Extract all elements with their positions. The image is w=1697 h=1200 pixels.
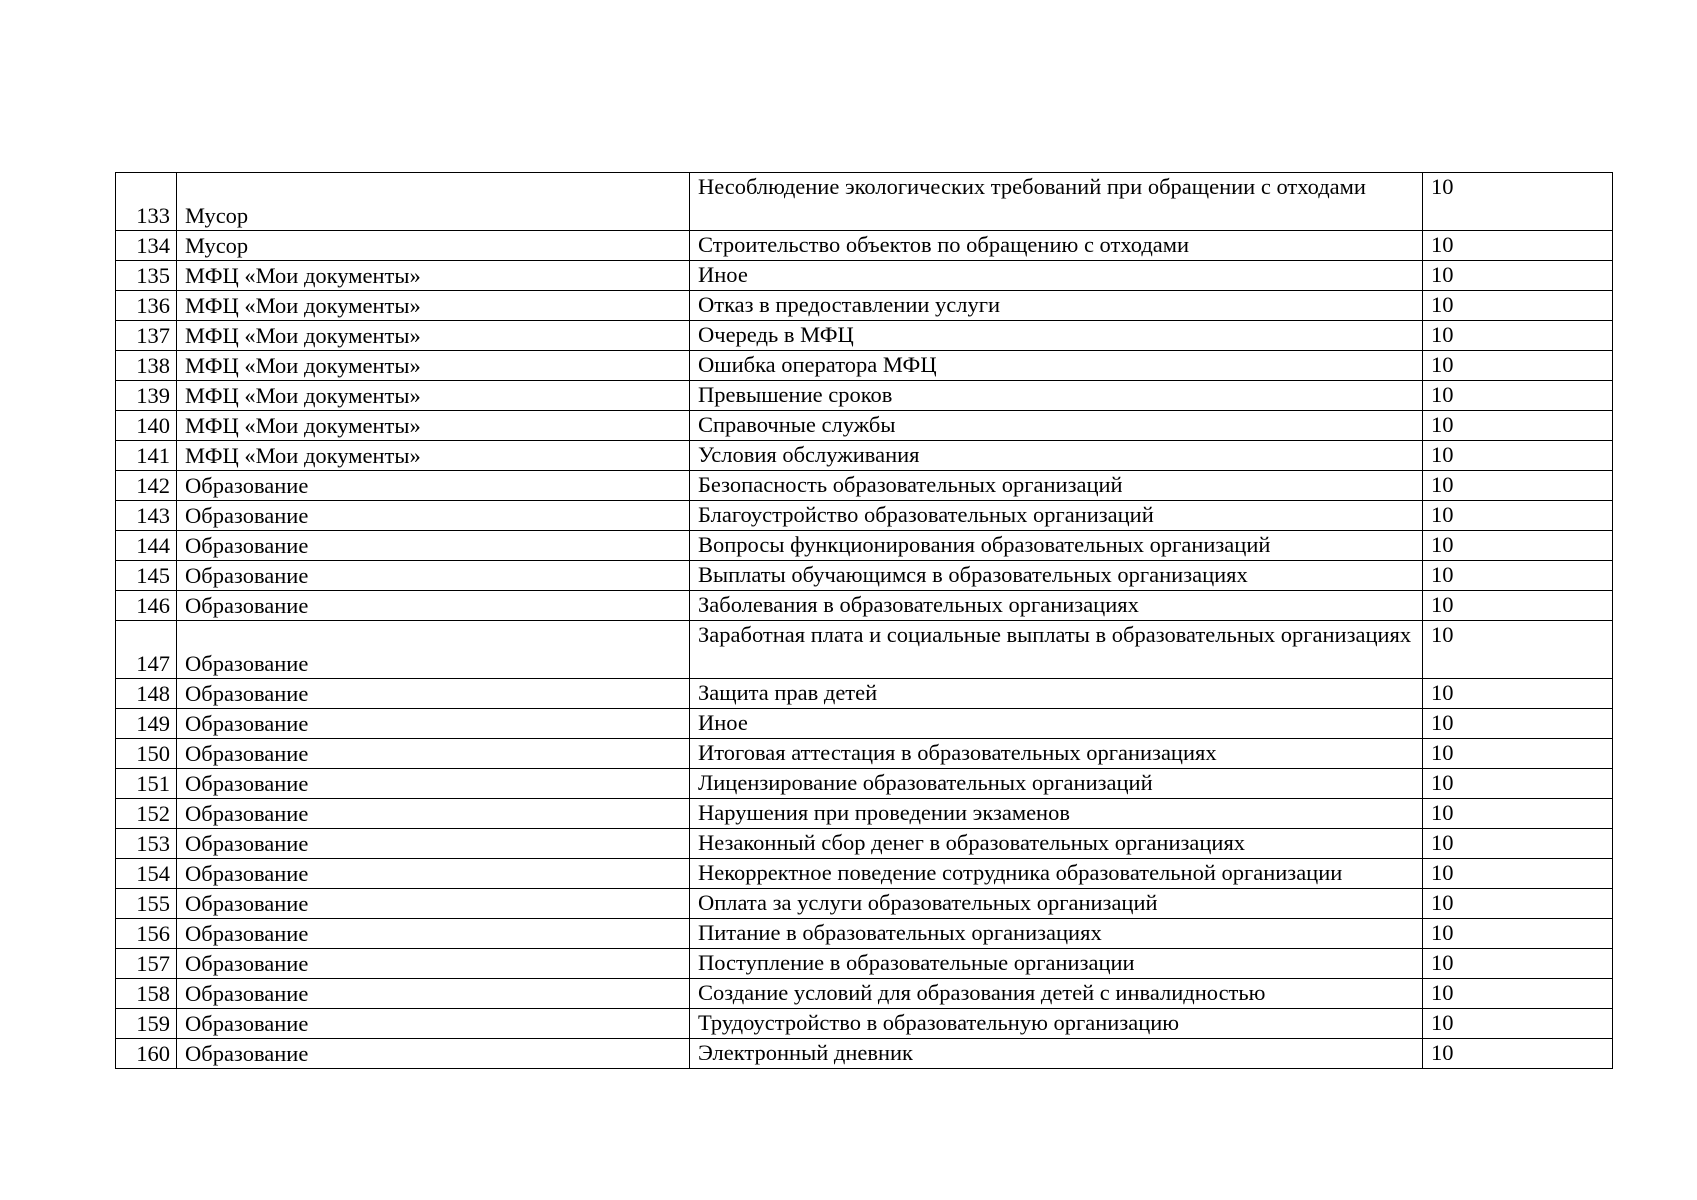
- row-subject: Создание условий для образования детей с инвалидностью: [690, 979, 1423, 1009]
- row-subject: Заработная плата и социальные выплаты в образовательных организациях: [690, 621, 1423, 679]
- row-value: 10: [1423, 471, 1613, 501]
- row-value: 10: [1423, 709, 1613, 739]
- table-row: [116, 411, 1613, 441]
- table-row: [116, 739, 1613, 769]
- table-row: [116, 679, 1613, 709]
- row-number: 143: [116, 501, 177, 531]
- row-category: Образование: [177, 919, 690, 949]
- row-subject: Иное: [690, 709, 1423, 739]
- row-value: 10: [1423, 799, 1613, 829]
- table-row: [116, 441, 1613, 471]
- row-category: МФЦ «Мои документы»: [177, 441, 690, 471]
- row-subject: Благоустройство образовательных организаций: [690, 501, 1423, 531]
- row-number: 136: [116, 291, 177, 321]
- row-number: 152: [116, 799, 177, 829]
- row-subject: Нарушения при проведении экзаменов: [690, 799, 1423, 829]
- table-row: [116, 261, 1613, 291]
- row-number: 150: [116, 739, 177, 769]
- row-value: 10: [1423, 173, 1613, 231]
- row-value: 10: [1423, 1009, 1613, 1039]
- row-value: 10: [1423, 919, 1613, 949]
- table-row: [116, 591, 1613, 621]
- table-row: [116, 1009, 1613, 1039]
- row-value: 10: [1423, 979, 1613, 1009]
- row-subject: Незаконный сбор денег в образовательных организациях: [690, 829, 1423, 859]
- table-row: [116, 889, 1613, 919]
- row-value: 10: [1423, 829, 1613, 859]
- row-value: 10: [1423, 1039, 1613, 1069]
- row-number: 148: [116, 679, 177, 709]
- table-row: [116, 501, 1613, 531]
- row-subject: Поступление в образовательные организации: [690, 949, 1423, 979]
- row-subject: Вопросы функционирования образовательных организаций: [690, 531, 1423, 561]
- row-number: 137: [116, 321, 177, 351]
- table-row: [116, 351, 1613, 381]
- row-subject: Электронный дневник: [690, 1039, 1423, 1069]
- row-number: 138: [116, 351, 177, 381]
- row-category: Образование: [177, 591, 690, 621]
- row-category: Мусор: [177, 231, 690, 261]
- row-number: 159: [116, 1009, 177, 1039]
- row-subject: Некорректное поведение сотрудника образовательной организации: [690, 859, 1423, 889]
- row-category: Образование: [177, 1009, 690, 1039]
- table-row: [116, 1039, 1613, 1069]
- row-subject: Заболевания в образовательных организациях: [690, 591, 1423, 621]
- table-row: [116, 799, 1613, 829]
- row-value: 10: [1423, 591, 1613, 621]
- row-category: Образование: [177, 739, 690, 769]
- row-value: 10: [1423, 679, 1613, 709]
- table-row: [116, 919, 1613, 949]
- row-subject: Выплаты обучающимся в образовательных организациях: [690, 561, 1423, 591]
- row-value: 10: [1423, 561, 1613, 591]
- row-category: Образование: [177, 621, 690, 679]
- row-value: 10: [1423, 621, 1613, 679]
- row-value: 10: [1423, 889, 1613, 919]
- row-subject: Безопасность образовательных организаций: [690, 471, 1423, 501]
- row-subject: Итоговая аттестация в образовательных организациях: [690, 739, 1423, 769]
- row-number: 158: [116, 979, 177, 1009]
- row-category: МФЦ «Мои документы»: [177, 321, 690, 351]
- row-number: 157: [116, 949, 177, 979]
- row-number: 133: [116, 173, 177, 231]
- row-subject: Ошибка оператора МФЦ: [690, 351, 1423, 381]
- row-value: 10: [1423, 441, 1613, 471]
- table-row: [116, 321, 1613, 351]
- table-row: [116, 949, 1613, 979]
- row-category: Образование: [177, 501, 690, 531]
- table-row: [116, 769, 1613, 799]
- row-number: 160: [116, 1039, 177, 1069]
- row-number: 145: [116, 561, 177, 591]
- row-number: 154: [116, 859, 177, 889]
- row-subject: Превышение сроков: [690, 381, 1423, 411]
- row-value: 10: [1423, 381, 1613, 411]
- row-value: 10: [1423, 531, 1613, 561]
- row-subject: Лицензирование образовательных организаций: [690, 769, 1423, 799]
- appeals-topics-table: [115, 172, 1613, 1069]
- row-value: 10: [1423, 501, 1613, 531]
- row-category: МФЦ «Мои документы»: [177, 261, 690, 291]
- row-number: 147: [116, 621, 177, 679]
- table-row: [116, 859, 1613, 889]
- table-row: [116, 621, 1613, 679]
- row-category: Образование: [177, 859, 690, 889]
- row-category: Образование: [177, 679, 690, 709]
- row-subject: Строительство объектов по обращению с отходами: [690, 231, 1423, 261]
- table-row: [116, 231, 1613, 261]
- row-category: Мусор: [177, 173, 690, 231]
- row-number: 144: [116, 531, 177, 561]
- row-value: 10: [1423, 769, 1613, 799]
- table-row: [116, 829, 1613, 859]
- row-number: 155: [116, 889, 177, 919]
- row-number: 149: [116, 709, 177, 739]
- table-row: [116, 381, 1613, 411]
- row-value: 10: [1423, 739, 1613, 769]
- row-category: Образование: [177, 561, 690, 591]
- row-number: 151: [116, 769, 177, 799]
- row-category: Образование: [177, 769, 690, 799]
- row-subject: Иное: [690, 261, 1423, 291]
- row-number: 153: [116, 829, 177, 859]
- row-value: 10: [1423, 291, 1613, 321]
- table-row: [116, 173, 1613, 231]
- row-value: 10: [1423, 231, 1613, 261]
- row-value: 10: [1423, 949, 1613, 979]
- row-category: МФЦ «Мои документы»: [177, 381, 690, 411]
- row-number: 141: [116, 441, 177, 471]
- row-category: Образование: [177, 949, 690, 979]
- row-number: 134: [116, 231, 177, 261]
- table-row: [116, 471, 1613, 501]
- row-category: МФЦ «Мои документы»: [177, 351, 690, 381]
- row-number: 156: [116, 919, 177, 949]
- row-number: 139: [116, 381, 177, 411]
- table-row: [116, 979, 1613, 1009]
- table-row: [116, 709, 1613, 739]
- row-value: 10: [1423, 411, 1613, 441]
- row-value: 10: [1423, 351, 1613, 381]
- row-value: 10: [1423, 261, 1613, 291]
- row-category: Образование: [177, 709, 690, 739]
- row-subject: Трудоустройство в образовательную организацию: [690, 1009, 1423, 1039]
- row-category: МФЦ «Мои документы»: [177, 291, 690, 321]
- row-number: 146: [116, 591, 177, 621]
- row-category: Образование: [177, 979, 690, 1009]
- row-category: Образование: [177, 531, 690, 561]
- row-category: Образование: [177, 889, 690, 919]
- row-subject: Справочные службы: [690, 411, 1423, 441]
- row-subject: Защита прав детей: [690, 679, 1423, 709]
- row-subject: Несоблюдение экологических требований при обращении с отходами: [690, 173, 1423, 231]
- row-subject: Очередь в МФЦ: [690, 321, 1423, 351]
- row-subject: Питание в образовательных организациях: [690, 919, 1423, 949]
- row-subject: Оплата за услуги образовательных организаций: [690, 889, 1423, 919]
- row-category: МФЦ «Мои документы»: [177, 411, 690, 441]
- table-row: [116, 561, 1613, 591]
- row-value: 10: [1423, 859, 1613, 889]
- row-category: Образование: [177, 471, 690, 501]
- row-number: 135: [116, 261, 177, 291]
- row-category: Образование: [177, 829, 690, 859]
- row-category: Образование: [177, 1039, 690, 1069]
- row-number: 140: [116, 411, 177, 441]
- table-row: [116, 291, 1613, 321]
- row-value: 10: [1423, 321, 1613, 351]
- row-subject: Условия обслуживания: [690, 441, 1423, 471]
- row-number: 142: [116, 471, 177, 501]
- table-row: [116, 531, 1613, 561]
- row-subject: Отказ в предоставлении услуги: [690, 291, 1423, 321]
- row-category: Образование: [177, 799, 690, 829]
